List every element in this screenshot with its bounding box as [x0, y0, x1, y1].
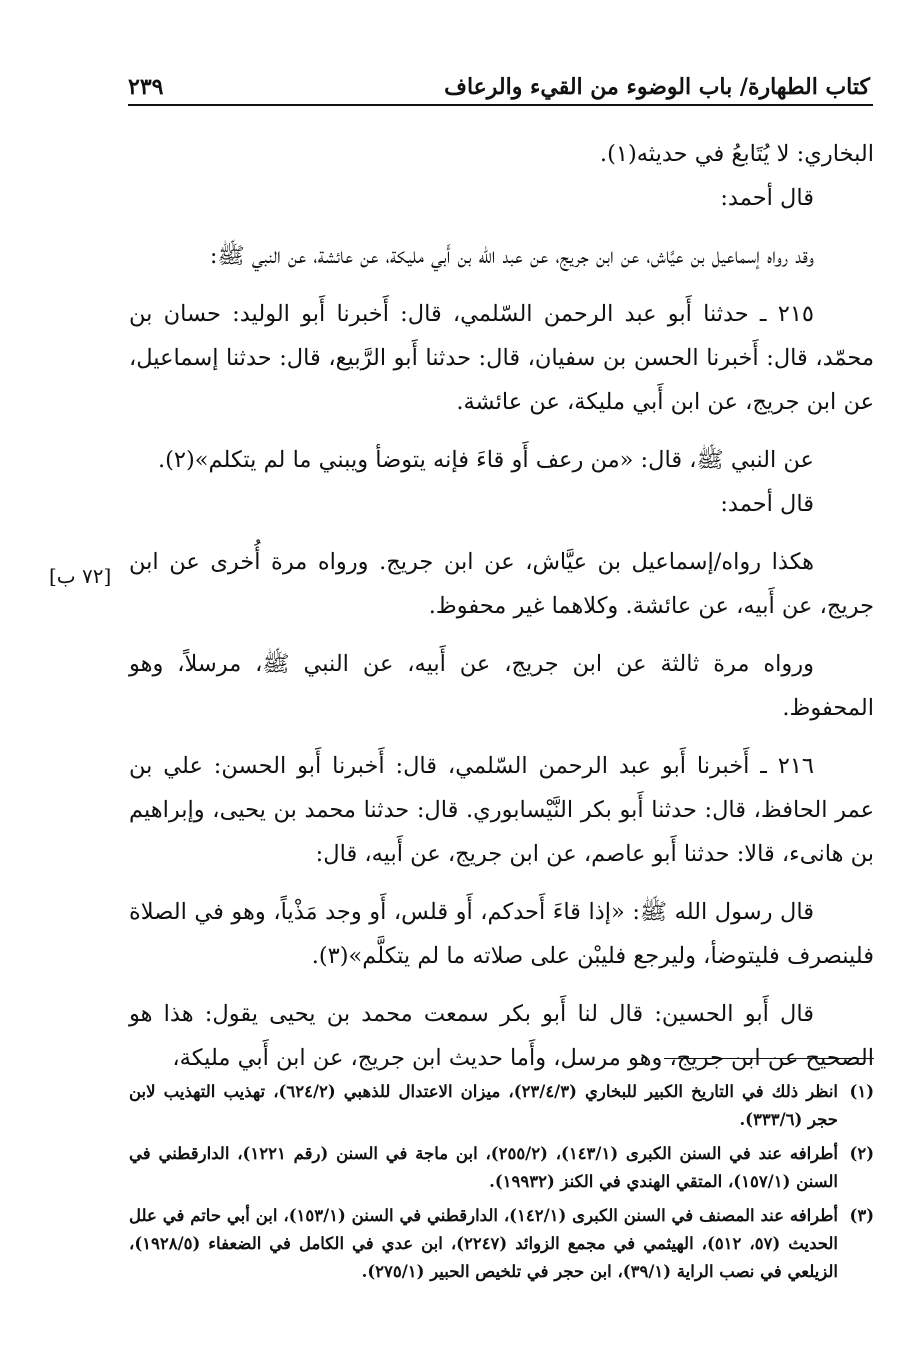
footnote-label: (٢): [849, 1144, 874, 1163]
footnote-label: (٣): [849, 1206, 874, 1225]
header-divider: [128, 104, 873, 106]
paragraph: البخاري: لا يُتَابعُ في حديثه(١).: [599, 141, 874, 167]
running-header: [128, 64, 870, 100]
paragraph: عن النبي ﷺ، قال: «من رعف أَو قاءَ فإنه يتوضأ ويبني ما لم يتكلم»(٢).: [157, 447, 814, 473]
footnote-text: انظر ذلك في التاريخ الكبير للبخاري (٢٣/٤/٣)، ميزان الاعتدال للذهبي (٦٢٤/٢)، تهذيب التهذيب لابن حجر (٣٣٣/٦).: [129, 1082, 839, 1129]
paragraph: هكذا رواه/إسماعيل بن عيَّاش، عن ابن جريج. ورواه مرة أُخرى عن ابن جريج، عن أَبيه، عن عائشة. وكلاهما غير محفوظ.: [129, 549, 874, 619]
paragraph: قال أحمد:: [720, 491, 814, 517]
paragraph: ورواه مرة ثالثة عن ابن جريج، عن أَبيه، عن النبي ﷺ، مرسلاً، وهو المحفوظ.: [129, 651, 874, 721]
footnotes: [129, 1078, 874, 1292]
footnote-divider: [664, 1058, 874, 1059]
paragraph: وقد رواه إسماعيل بن عيَّاش، عن ابن جريج، عن عبد الله بن أَبي مليكة، عن عائشة، عن النبي ﷺ:: [209, 243, 814, 269]
footnote-text: أطرافه عند في السنن الكبرى (١٤٣/١)، (٢٥٥/٢)، ابن ماجة في السنن (رقم ١٢٢١)، الدارقطني في السنن (١٥٧/١)، المتقي الهندي في الكنز (١٩٩٣٢).: [129, 1144, 838, 1191]
margin-folio-marker: [٧٢ ب]: [49, 564, 112, 588]
footnote-3: [129, 1202, 874, 1286]
hadith-216: ٢١٦ ـ أَخبرنا أَبو عبد الرحمن السّلمي، قال: أَخبرنا أَبو الحسن: علي بن عمر الحافظ، قال: حدثنا أَبو بكر النَّيْسابوري. قال: حدثنا محمد بن يحيى، وإبراهيم بن هانىء، قالا: حدثنا أَبو عاصم، عن ابن جريج، عن أَبيه، قال:: [129, 753, 874, 867]
footnote-1: [129, 1078, 874, 1134]
marker-anchor: [49, 540, 874, 628]
main-text: [49, 132, 874, 1080]
footnote-label: (١): [849, 1082, 874, 1101]
chapter-title: كتاب الطهارة/ باب الوضوء من القيء والرعاف: [444, 74, 870, 100]
hadith-215: ٢١٥ ـ حدثنا أَبو عبد الرحمن السّلمي، قال: أَخبرنا أَبو الوليد: حسان بن محمّد، قال: أَخبرنا الحسن بن سفيان، قال: حدثنا أَبو الرَّبيع، قال: حدثنا إسماعيل، عن ابن جريج، عن ابن أَبي مليكة، عن عائشة.: [129, 301, 874, 415]
footnote-2: [129, 1140, 874, 1196]
paragraph: قال رسول الله ﷺ: «إذا قاءَ أَحدكم، أَو قلس، أَو وجد مَذْياً، وهو في الصلاة فلينصرف فليتوضأ، وليرجع فليبْن على صلاته ما لم يتكلَّم»(٣).: [129, 899, 874, 969]
footnote-text: أطرافه عند المصنف في السنن الكبرى (١٤٢/١)، الدارقطني في السنن (١٥٣/١)، ابن أبي حاتم في علل الحديث (٥٧، ٥١٢)، الهيثمي في مجمع الزوائد (٢٢٤٧)، ابن عدي في الكامل في الضعفاء (١٩٢٨/٥)، الزيلعي في نصب الراية (٣٩/١)، ابن حجر في تلخيص الحبير (٢٧٥/١).: [129, 1206, 838, 1281]
paragraph: قال أحمد:: [720, 185, 814, 211]
page-number: ٢٣٩: [128, 74, 164, 100]
paragraph: قال أَبو الحسين: قال لنا أَبو بكر سمعت محمد بن يحيى يقول: هذا هو الصحيح عن ابن جريج، وهو مرسل، وأَما حديث ابن جريج، عن ابن أَبي مليكة،: [129, 1001, 874, 1071]
